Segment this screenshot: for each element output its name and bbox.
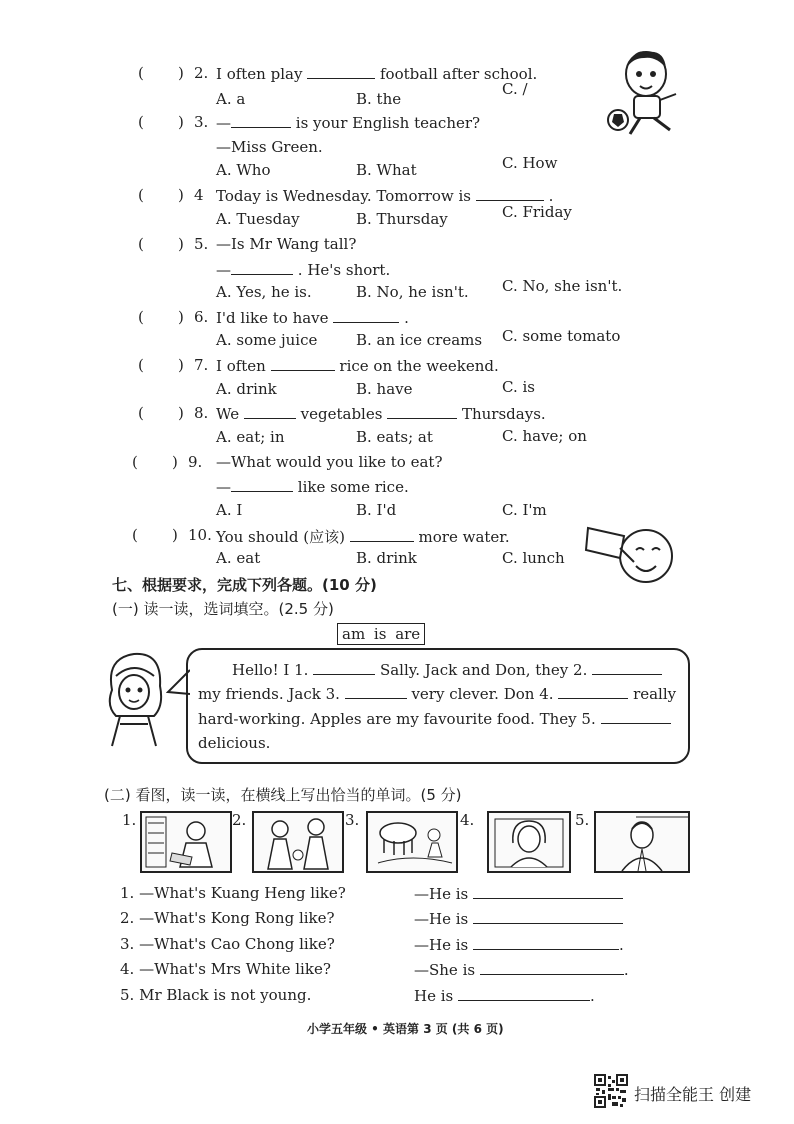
item-answer-end: . bbox=[619, 936, 624, 954]
passage-text: my friends. Jack 3. bbox=[198, 685, 340, 703]
passage-text: hard-working. Apples are my favourite food. They 5. bbox=[198, 710, 596, 728]
question-text: I often play bbox=[216, 65, 303, 83]
passage-text: really bbox=[633, 685, 677, 703]
answer-blank[interactable] bbox=[350, 527, 414, 542]
option-a[interactable]: A. some juice bbox=[216, 331, 318, 349]
question-number: 9. bbox=[188, 453, 203, 471]
option-c[interactable]: C. some tomato bbox=[502, 327, 621, 345]
question-text: — bbox=[216, 478, 231, 496]
question-text: — bbox=[216, 261, 231, 279]
answer-blank[interactable] bbox=[345, 684, 407, 699]
option-b[interactable]: B. eats; at bbox=[356, 428, 433, 446]
option-a[interactable]: A. I bbox=[216, 501, 243, 519]
answer-blank[interactable] bbox=[231, 477, 293, 492]
option-b[interactable]: B. the bbox=[356, 90, 402, 108]
question-text: —Is Mr Wang tall? bbox=[216, 235, 357, 253]
option-a[interactable]: A. eat bbox=[216, 549, 261, 567]
answer-blank[interactable] bbox=[473, 884, 623, 899]
answer-paren-open: ( bbox=[132, 526, 138, 544]
item-answer-line bbox=[414, 935, 624, 954]
question-text: . bbox=[548, 187, 554, 205]
question-text: —What would you like to eat? bbox=[216, 453, 443, 471]
question-text: is your English teacher? bbox=[295, 114, 481, 132]
part-1-title: (一) 读一读，选词填空。(2.5 分) bbox=[112, 600, 334, 618]
answer-blank[interactable] bbox=[473, 909, 623, 924]
question-text: I often bbox=[216, 357, 266, 375]
option-c[interactable]: C. I'm bbox=[502, 501, 547, 519]
picture-kong-rong bbox=[252, 811, 344, 873]
option-a[interactable]: A. Yes, he is. bbox=[216, 283, 312, 301]
option-b[interactable]: B. What bbox=[356, 161, 417, 179]
passage-line-2 bbox=[198, 684, 676, 703]
question-number: 8. bbox=[194, 404, 209, 422]
answer-paren-close: ) bbox=[178, 356, 184, 374]
pic-label: 4. bbox=[460, 811, 475, 829]
answer-blank[interactable] bbox=[244, 404, 296, 419]
drinking-face-illustration bbox=[584, 522, 684, 586]
item-question: 5. Mr Black is not young. bbox=[120, 986, 312, 1004]
answer-paren-close: ) bbox=[172, 526, 178, 544]
item-answer-prefix: —He is bbox=[414, 936, 469, 954]
item-answer-prefix: —She is bbox=[414, 961, 476, 979]
question-line bbox=[216, 526, 510, 547]
item-answer-line bbox=[414, 909, 623, 928]
answer-blank[interactable] bbox=[271, 356, 335, 371]
answer-blank[interactable] bbox=[231, 260, 293, 275]
question-line bbox=[216, 356, 499, 375]
item-question: 1. —What's Kuang Heng like? bbox=[120, 884, 346, 902]
answer-paren-open: ( bbox=[138, 356, 144, 374]
pic-label: 3. bbox=[345, 811, 360, 829]
item-answer-prefix: —He is bbox=[414, 885, 469, 903]
item-question: 4. —What's Mrs White like? bbox=[120, 960, 331, 978]
option-a[interactable]: A. a bbox=[216, 90, 246, 108]
option-c[interactable]: C. is bbox=[502, 378, 535, 396]
option-c[interactable]: C. Friday bbox=[502, 203, 572, 221]
scanner-watermark: 扫描全能王 创建 bbox=[634, 1085, 752, 1104]
picture-mrs-white bbox=[487, 811, 571, 873]
option-a[interactable]: A. Tuesday bbox=[216, 210, 300, 228]
answer-paren-close: ) bbox=[178, 186, 184, 204]
qr-code-icon bbox=[594, 1074, 628, 1108]
question-line bbox=[216, 404, 546, 423]
question-text: You should (应该) bbox=[216, 528, 345, 546]
item-question: 3. —What's Cao Chong like? bbox=[120, 935, 335, 953]
question-line bbox=[216, 453, 443, 471]
question-text: Today is Wednesday. Tomorrow is bbox=[216, 187, 471, 205]
item-answer-line bbox=[414, 986, 595, 1005]
option-c[interactable]: C. No, she isn't. bbox=[502, 277, 623, 295]
question-text: I'd like to have bbox=[216, 309, 329, 327]
question-text: like some rice. bbox=[297, 478, 409, 496]
answer-paren-close: ) bbox=[172, 453, 178, 471]
option-c[interactable]: C. lunch bbox=[502, 549, 565, 567]
option-c[interactable]: C. How bbox=[502, 154, 558, 172]
option-b[interactable]: B. an ice creams bbox=[356, 331, 483, 349]
passage-text: very clever. Don 4. bbox=[411, 685, 554, 703]
option-a[interactable]: A. eat; in bbox=[216, 428, 285, 446]
item-answer-prefix: He is bbox=[414, 987, 454, 1005]
question-line bbox=[216, 308, 409, 327]
answer-paren-close: ) bbox=[178, 235, 184, 253]
answer-paren-close: ) bbox=[178, 308, 184, 326]
item-question: 2. —What's Kong Rong like? bbox=[120, 909, 335, 927]
answer-blank[interactable] bbox=[333, 308, 399, 323]
question-number: 5. bbox=[194, 235, 209, 253]
pic-label: 5. bbox=[575, 811, 590, 829]
passage-line-4: delicious. bbox=[198, 734, 271, 752]
answer-blank[interactable] bbox=[473, 935, 619, 950]
pic-label: 2. bbox=[232, 811, 247, 829]
answer-blank[interactable] bbox=[476, 186, 544, 201]
answer-paren-open: ( bbox=[138, 308, 144, 326]
passage-line-1 bbox=[232, 660, 662, 679]
answer-paren-open: ( bbox=[138, 186, 144, 204]
option-b[interactable]: B. I'd bbox=[356, 501, 397, 519]
question-text: football after school. bbox=[380, 65, 538, 83]
answer-blank[interactable] bbox=[480, 960, 624, 975]
passage-text: Sally. Jack and Don, they 2. bbox=[379, 661, 588, 679]
answer-blank[interactable] bbox=[231, 113, 291, 128]
item-answer-prefix: —He is bbox=[414, 910, 469, 928]
passage-line-3 bbox=[198, 709, 671, 728]
question-number: 7. bbox=[194, 356, 209, 374]
question-number: 2. bbox=[194, 64, 209, 82]
item-answer-line bbox=[414, 960, 629, 979]
question-number: 3. bbox=[194, 113, 209, 131]
answer-paren-open: ( bbox=[138, 64, 144, 82]
item-answer-line bbox=[414, 884, 623, 903]
item-answer-end: . bbox=[623, 961, 629, 979]
question-text: more water. bbox=[418, 528, 510, 546]
part-2-title: (二) 看图，读一读，在横线上写出恰当的单词。(5 分) bbox=[104, 786, 462, 804]
item-answer-end: . bbox=[590, 987, 595, 1005]
boy-football-illustration bbox=[604, 44, 686, 144]
question-number: 6. bbox=[194, 308, 209, 326]
option-a[interactable]: A. Who bbox=[216, 161, 271, 179]
girl-illustration bbox=[104, 646, 166, 750]
picture-kuang-heng bbox=[140, 811, 232, 873]
question-text: We bbox=[216, 405, 240, 423]
question-text: Thursdays. bbox=[461, 405, 546, 423]
page-footer: 小学五年级 • 英语第 3 页 (共 6 页) bbox=[307, 1022, 504, 1036]
picture-mr-black bbox=[594, 811, 690, 873]
question-text: vegetables bbox=[300, 405, 383, 423]
question-line bbox=[216, 113, 480, 132]
answer-paren-open: ( bbox=[138, 404, 144, 422]
question-text: rice on the weekend. bbox=[339, 357, 499, 375]
option-b[interactable]: B. Thursday bbox=[356, 210, 448, 228]
question-line bbox=[216, 64, 537, 83]
answer-blank[interactable] bbox=[313, 660, 375, 675]
answer-blank[interactable] bbox=[558, 684, 628, 699]
answer-paren-close: ) bbox=[178, 64, 184, 82]
option-b[interactable]: B. drink bbox=[356, 549, 417, 567]
answer-blank[interactable] bbox=[592, 660, 662, 675]
word-box: am is are bbox=[337, 623, 425, 645]
passage-text: Hello! I 1. bbox=[232, 661, 309, 679]
pic-label: 1. bbox=[122, 811, 137, 829]
option-b[interactable]: B. have bbox=[356, 380, 413, 398]
answer-paren-open: ( bbox=[132, 453, 138, 471]
question-line bbox=[216, 235, 356, 253]
question-line: —Miss Green. bbox=[216, 138, 323, 156]
option-c[interactable]: C. / bbox=[502, 80, 528, 98]
answer-paren-open: ( bbox=[138, 235, 144, 253]
question-line bbox=[216, 477, 409, 496]
answer-paren-open: ( bbox=[138, 113, 144, 131]
question-text: . bbox=[404, 309, 409, 327]
option-c[interactable]: C. have; on bbox=[502, 427, 587, 445]
answer-blank[interactable] bbox=[387, 404, 457, 419]
section-7-title: 七、根据要求，完成下列各题。(10 分) bbox=[112, 576, 377, 594]
question-number: 10. bbox=[188, 526, 212, 544]
question-line bbox=[216, 260, 390, 279]
question-text: — bbox=[216, 114, 231, 132]
answer-blank[interactable] bbox=[601, 709, 671, 724]
answer-blank[interactable] bbox=[458, 986, 590, 1001]
answer-paren-close: ) bbox=[178, 113, 184, 131]
answer-paren-close: ) bbox=[178, 404, 184, 422]
question-number: 4 bbox=[194, 186, 204, 204]
option-b[interactable]: B. No, he isn't. bbox=[356, 283, 469, 301]
question-text: . He's short. bbox=[297, 261, 391, 279]
answer-blank[interactable] bbox=[307, 64, 375, 79]
option-a[interactable]: A. drink bbox=[216, 380, 277, 398]
picture-cao-chong bbox=[366, 811, 458, 873]
